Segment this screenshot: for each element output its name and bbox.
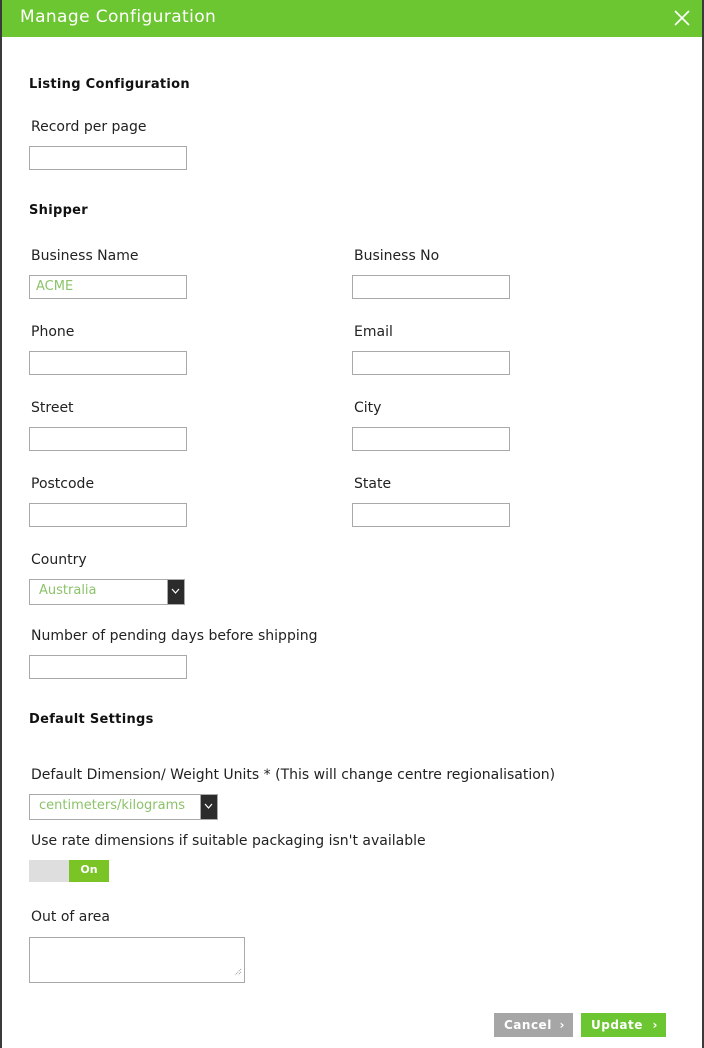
cancel-button[interactable]	[494, 1013, 573, 1037]
email-label: Email	[354, 324, 393, 340]
manage-configuration-dialog	[2, 0, 702, 1048]
phone-input[interactable]	[29, 351, 187, 375]
out-of-area-label: Out of area	[31, 909, 110, 925]
units-label: Default Dimension/ Weight Units * (This will change centre regionalisation)	[31, 767, 556, 783]
rate-dimensions-toggle[interactable]	[29, 860, 109, 882]
listing-configuration-heading: Listing Configuration	[29, 77, 190, 92]
chevron-right-icon: ›	[559, 1018, 565, 1032]
record-per-page-input[interactable]	[29, 146, 187, 170]
city-label: City	[354, 400, 382, 416]
pending-days-input[interactable]	[29, 655, 187, 679]
record-per-page-label: Record per page	[31, 119, 147, 135]
country-select[interactable]	[29, 579, 185, 605]
business-name-input[interactable]: ACME	[29, 275, 187, 299]
shipper-heading: Shipper	[29, 203, 89, 218]
state-label: State	[354, 476, 392, 492]
chevron-right-icon: ›	[652, 1018, 658, 1032]
postcode-label: Postcode	[31, 476, 95, 492]
update-button-label: Update	[591, 1018, 643, 1032]
email-input[interactable]	[352, 351, 510, 375]
chevron-down-icon[interactable]	[167, 580, 184, 604]
business-name-label: Business Name	[31, 248, 139, 264]
rate-dimensions-label: Use rate dimensions if suitable packaging isn't available	[31, 833, 426, 849]
business-no-label: Business No	[354, 248, 440, 264]
toggle-on-label: On	[69, 860, 109, 882]
units-select[interactable]	[29, 794, 218, 820]
dialog-title: Manage Configuration	[20, 7, 217, 27]
street-label: Street	[31, 400, 74, 416]
chevron-down-icon[interactable]	[200, 795, 217, 819]
cancel-button-label: Cancel	[504, 1018, 552, 1032]
resize-grip-icon[interactable]	[233, 961, 242, 980]
dialog-header	[2, 0, 702, 37]
phone-label: Phone	[31, 324, 75, 340]
business-no-input[interactable]	[352, 275, 510, 299]
pending-days-label: Number of pending days before shipping	[31, 628, 318, 644]
units-selected-value: centimeters/kilograms	[39, 798, 186, 813]
country-label: Country	[31, 552, 87, 568]
out-of-area-textarea[interactable]	[29, 937, 245, 983]
update-button[interactable]	[581, 1013, 666, 1037]
country-selected-value: Australia	[39, 583, 97, 598]
postcode-input[interactable]	[29, 503, 187, 527]
close-icon[interactable]	[674, 10, 690, 26]
street-input[interactable]	[29, 427, 187, 451]
default-settings-heading: Default Settings	[29, 712, 154, 727]
state-input[interactable]	[352, 503, 510, 527]
city-input[interactable]	[352, 427, 510, 451]
